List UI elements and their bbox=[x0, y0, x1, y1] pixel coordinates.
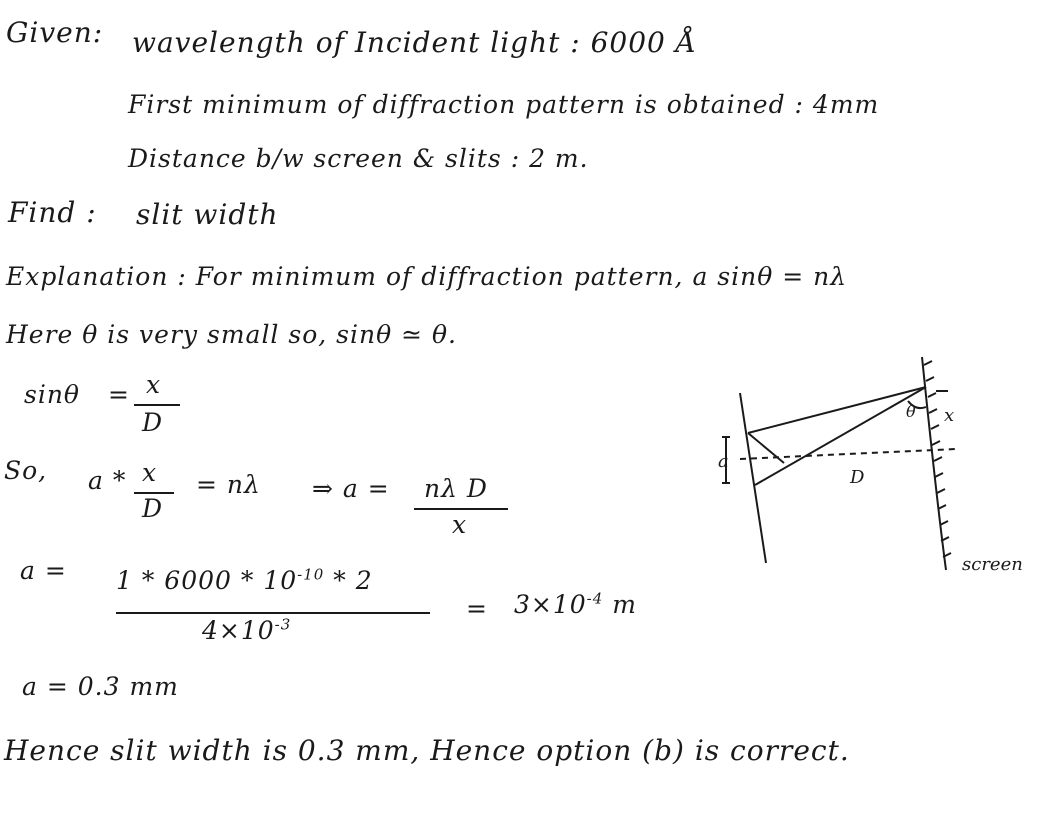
given-line-wavelength: wavelength of Incident light : 6000 Å bbox=[132, 26, 697, 59]
conclusion-text: Hence slit width is 0.3 mm, Hence option (b) is correct. bbox=[4, 734, 850, 767]
upper-ray bbox=[748, 387, 926, 433]
lower-ray bbox=[755, 387, 926, 485]
eq4-result: a = 0.3 mm bbox=[22, 672, 179, 701]
given-line-first-minimum: First minimum of diffraction pattern is obtained : 4mm bbox=[128, 90, 880, 119]
diagram-label-D: D bbox=[850, 467, 865, 488]
diagram-label-a: a bbox=[718, 451, 729, 472]
eq2-implies: ⇒ a = bbox=[312, 474, 390, 503]
eq1-fraction-bar bbox=[134, 404, 180, 406]
eq1-equals: = bbox=[108, 380, 130, 409]
diagram-label-x: x bbox=[944, 405, 955, 426]
eq2-numerator-2: nλ D bbox=[424, 474, 488, 503]
given-line-distance: Distance b/w screen & slits : 2 m. bbox=[128, 144, 589, 173]
explanation-line-1: Explanation : For minimum of diffraction pattern, a sinθ = nλ bbox=[6, 262, 848, 291]
eq3-fraction-bar bbox=[116, 612, 430, 614]
eq2-denominator-1: D bbox=[142, 494, 164, 523]
explanation-line-2: Here θ is very small so, sinθ ≃ θ. bbox=[6, 320, 457, 349]
eq2-denominator-2: x bbox=[452, 510, 468, 539]
slit-barrier-line bbox=[740, 393, 766, 563]
diagram-label-theta: θ bbox=[906, 402, 916, 421]
eq3-result: $3\times 10^{-4}$ m bbox=[514, 589, 637, 619]
eq3-numerator: $1 * 6000 * 10^{-10} * 2$ bbox=[116, 565, 373, 595]
single-slit-diagram bbox=[700, 345, 1040, 575]
eq1-denominator: D bbox=[142, 408, 164, 437]
eq3-rhs-equals: = bbox=[466, 594, 488, 623]
eq2-equals-nlambda: = nλ bbox=[196, 470, 261, 499]
eq3-lhs: a = bbox=[20, 556, 67, 585]
eq2-so: So, bbox=[4, 456, 48, 485]
eq1-lhs: sinθ bbox=[24, 380, 80, 409]
eq2-numerator-1: x bbox=[142, 458, 158, 487]
diagram-label-screen: screen bbox=[962, 554, 1023, 575]
eq1-numerator: x bbox=[146, 370, 162, 399]
eq2-a-times: a * bbox=[88, 466, 127, 495]
eq3-denominator: $4\times 10^{-3}$ bbox=[202, 615, 292, 645]
find-text: slit width bbox=[136, 198, 279, 231]
screen-line bbox=[922, 357, 946, 570]
find-label: Find : bbox=[8, 196, 97, 229]
given-label: Given: bbox=[6, 16, 104, 49]
